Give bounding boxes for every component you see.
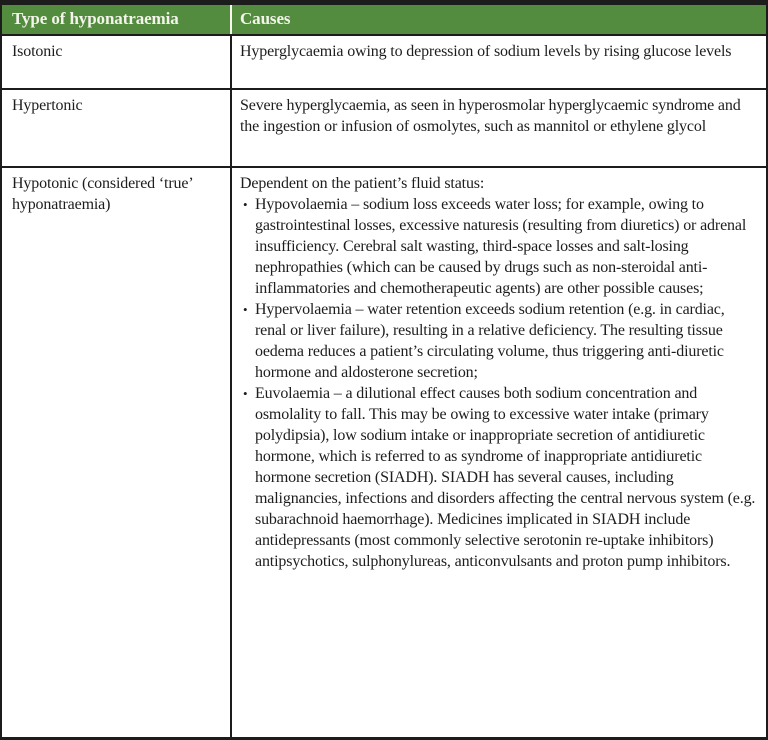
table-row-isotonic (2, 36, 766, 90)
table-header-row (2, 5, 766, 36)
causes-cell-hypotonic (232, 168, 766, 737)
type-cell-isotonic: Isotonic (2, 36, 232, 88)
bullet-item-euvolaemia: • Euvolaemia – a dilutional effect causes both sodium concentration and osmolality to fall. This may be owing to excessive water intake (primary polydipsia), low sodium intake or inappropriate secretion of antidiuretic hormone, which is referred to as syndrome of inappropriate antidiuretic hormone secretion (SIADH). SIADH has several causes, including malignancies, infections and disorders affecting the central nervous system (e.g. subarachnoid haemorrhage). Medicines implicated in SIADH include antidepressants (most commonly selective serotonin re-uptake inhibitors) antipsychotics, sulphonylureas, anticonvulsants and proton pump inhibitors. (240, 383, 756, 572)
table-row-hypertonic (2, 90, 766, 168)
column-header-causes: Causes (240, 8, 291, 28)
causes-cell-hypertonic: Severe hyperglycaemia, as seen in hyperosmolar hyperglycaemic syndrome and the ingestion or infusion of osmolytes, such as mannitol or ethylene glycol (240, 97, 741, 135)
type-cell-hypotonic: Hypotonic (considered ‘true’ hyponatraemia) (2, 168, 232, 737)
type-cell-hypertonic: Hypertonic (2, 90, 232, 166)
bullet-item-hypovolaemia: • Hypovolaemia – sodium loss exceeds water loss; for example, owing to gastrointestinal losses, excessive naturesis (resulting from diuretics) or adrenal insufficiency. Cerebral salt wasting, third-space losses and salt-losing nephropathies (which can be caused by drugs such as non-steroidal anti-inflammatories and chemotherapeutic agents) are other possible causes; (240, 194, 756, 299)
column-header-type: Type of hyponatraemia (2, 5, 232, 34)
causes-bullet-list (240, 194, 756, 572)
causes-intro-line: Dependent on the patient’s fluid status: (240, 175, 485, 192)
causes-cell-isotonic: Hyperglycaemia owing to depression of sodium levels by rising glucose levels (240, 43, 732, 60)
table-row-hypotonic (2, 168, 766, 737)
bullet-item-hypervolaemia: • Hypervolaemia – water retention exceeds sodium retention (e.g. in cardiac, renal or liver failure), resulting in a relative deficiency. The resulting tissue oedema reduces a patient’s circulating volume, thus triggering anti-diuretic hormone and aldosterone secretion; (240, 299, 756, 383)
